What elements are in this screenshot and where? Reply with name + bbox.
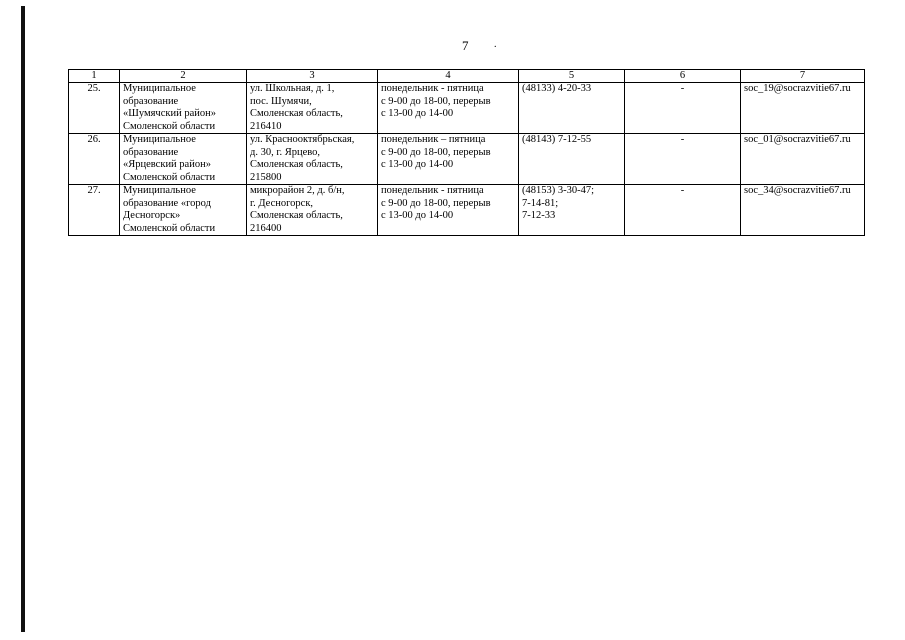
column-header: 7 — [741, 70, 865, 83]
table-row — [69, 134, 865, 185]
column-number-row — [69, 70, 865, 83]
registry-table — [68, 69, 865, 236]
fax: - — [625, 83, 741, 134]
phone: (48133) 4-20-33 — [519, 83, 625, 134]
municipal-entity: Муниципальное образование «Ярцевский район» Смоленской области — [120, 134, 247, 185]
address: микрорайон 2, д. б/н, г. Десногорск, Смоленская область, 216400 — [247, 185, 378, 236]
address: ул. Краснооктябрьская, д. 30, г. Ярцево, Смоленская область, 215800 — [247, 134, 378, 185]
column-header: 2 — [120, 70, 247, 83]
page-number: 7 — [462, 38, 469, 53]
work-schedule: понедельник – пятница с 9-00 до 18-00, перерыв с 13-00 до 14-00 — [378, 134, 519, 185]
fax: - — [625, 134, 741, 185]
phone: (48143) 7-12-55 — [519, 134, 625, 185]
municipal-entity: Муниципальное образование «Шумячский район» Смоленской области — [120, 83, 247, 134]
municipal-entity: Муниципальное образование «город Десногорск» Смоленской области — [120, 185, 247, 236]
scan-edge-line — [21, 6, 25, 632]
work-schedule: понедельник - пятница с 9-00 до 18-00, перерыв с 13-00 до 14-00 — [378, 185, 519, 236]
fax: - — [625, 185, 741, 236]
work-schedule: понедельник - пятница с 9-00 до 18-00, перерыв с 13-00 до 14-00 — [378, 83, 519, 134]
phone: (48153) 3-30-47; 7-14-81; 7-12-33 — [519, 185, 625, 236]
row-number: 27. — [69, 185, 120, 236]
email: soc_34@socrazvitie67.ru — [741, 185, 865, 236]
table-row — [69, 83, 865, 134]
row-number: 25. — [69, 83, 120, 134]
column-header: 5 — [519, 70, 625, 83]
email: soc_01@socrazvitie67.ru — [741, 134, 865, 185]
column-header: 1 — [69, 70, 120, 83]
column-header: 4 — [378, 70, 519, 83]
email: soc_19@socrazvitie67.ru — [741, 83, 865, 134]
table-row — [69, 185, 865, 236]
page-mark: . — [494, 39, 497, 50]
column-header: 3 — [247, 70, 378, 83]
column-header: 6 — [625, 70, 741, 83]
row-number: 26. — [69, 134, 120, 185]
address: ул. Школьная, д. 1, пос. Шумячи, Смоленская область, 216410 — [247, 83, 378, 134]
